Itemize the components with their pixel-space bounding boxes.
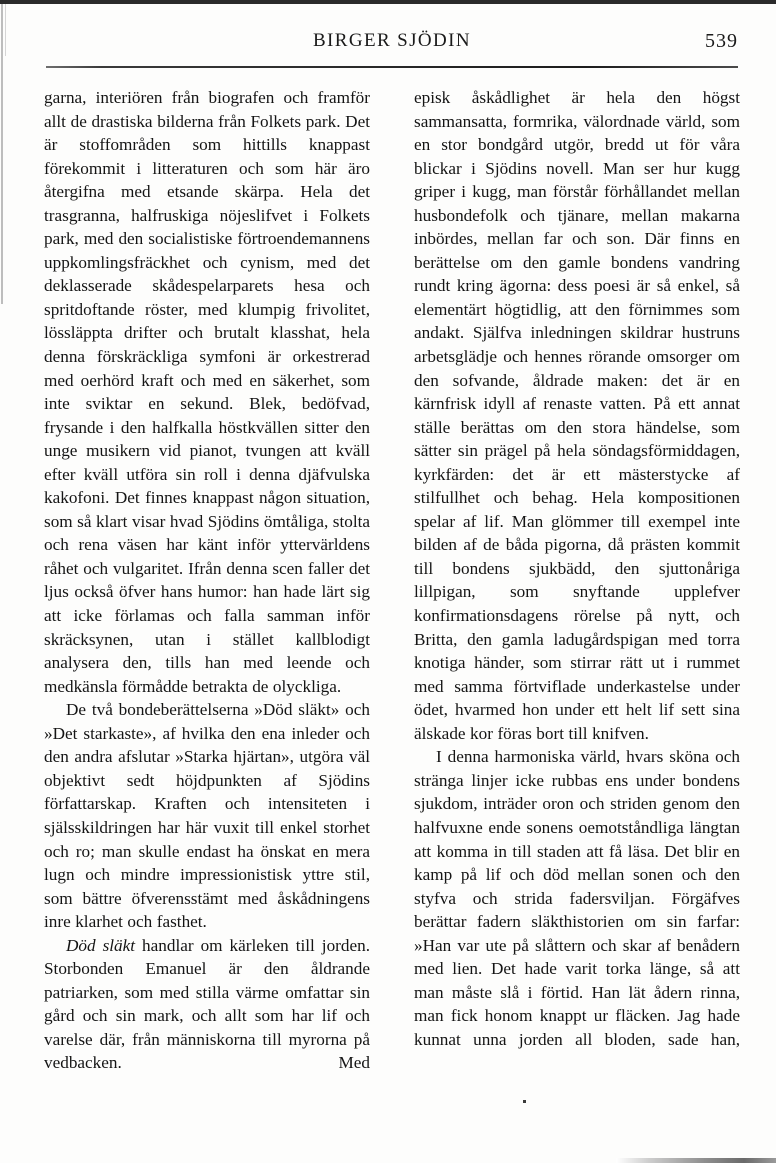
running-head bbox=[46, 30, 738, 64]
scan-edge-artifact-top bbox=[0, 0, 776, 4]
header-rule bbox=[46, 66, 738, 68]
scan-speck-artifact bbox=[523, 1100, 526, 1103]
scan-edge-artifact-left bbox=[1, 4, 3, 304]
paragraph: garna, interiören från biografen och framför allt de drastiska bilderna från Folkets park. Det är stoffområden som hittills knappast förekommit i litteraturen och som här äro återgifna med etsande skärpa. Hela det trasgranna, halfruskiga nöjeslifvet i Folkets park, med den socialistiske förtroendemannens uppkomlingsfräckhet och cynism, med det deklasserade skådespelarparets hesa och spritdoftande röster, med klumpig frivolitet, lössläppta drifter och brutalt klasshat, hela denna förskräckliga symfoni är orkestrerad med oerhörd kraft och med en säkerhet, som inte sviktar en sekund. Blek, bedöfvad, frysande i den halfkalla höstkvällen sitter den unge musikern vid pianot, tvungen att kväll efter kväll utföra sin roll i denna djäfvulska kakofoni. Det finnes knappast någon situation, som så klart visar hvad Sjödins ömtåliga, stolta och rena väsen har känt inför yttervärldens råhet och vulgaritet. Ifrån denna scen faller det ljus också öfver hans humor: han hade lärt sig att icke förlamas och falla samman inför skräcksynen, utan i stället kallblodigt analysera den, tills han med leende och medkänsla förmådde betrakta de olyckliga. bbox=[44, 88, 371, 696]
running-head-title: BIRGER SJÖDIN bbox=[312, 30, 472, 51]
scan-edge-artifact-left-secondary bbox=[5, 4, 6, 56]
page-number: 539 bbox=[705, 30, 738, 52]
italic-story-title: Död släkt bbox=[66, 935, 136, 955]
paragraph: De två bondeberättelserna »Död släkt» och »Det starkaste», af hvilka den ena inleder och den andra afslutar »Starka hjärtan», utgöra väl objektivt sedt höjdpunkten af Sjödins författarskap. Kraften och intensiteten i själsskildringen har här vuxit till enkel storhet och ro; man skulle endast ha önskat en mera lugn och mindre impressionistisk yttre stil, som bättre öfverensstämt med åskådningens inre klarhet och fasthet. bbox=[44, 700, 370, 932]
paragraph: I denna harmoniska värld, hvars sköna och stränga linjer icke rubbas ens under bondens sjukdom, inträder oron och striden genom den halfvuxne ende sonens oemotståndliga längtan att komma in till staden att få läsa. Det blir en kamp på lif och död mellan sonen och den styfva och strida fadersviljan. Förgäfves berättar fadern släkthistorien om sin farfar: »Han var ute på slåttern och skar af benådern med lien. Det hade varit torka länge, så att man måste slå i förtid. Han lät ådern rinna, man fick honom knappt ur fläcken. Jag hade kunnat unna jorden all bloden, sade han, bbox=[414, 747, 740, 1049]
paragraph: episk åskådlighet är hela den högst sammansatta, formrika, välordnade värld, som en stor bondgård utgör, bredd ut för våra blickar i Sjödins novell. Man ser hur kugg griper i kugg, man förstår förhållandet mellan husbondefolk och tjänare, mellan makarna inbördes, mellan far och son. Där finns en berättelse om den gamle bondens vandring rundt kring ägorna: dess poesi är så enkel, så elementärt högtidlig, att den förnimmes som andakt. Själfva inledningen skildrar hustruns arbetsglädje och hennes rörande omsorger om den sofvande, åldrade maken: det är en kärnfrisk idyll af renaste vatten. På ett annat ställe berättas om den stora händelse, som sätter sin prägel på hela söndagsförmiddagen, kyrkfärden: det är ett mästerstycke af stilfullhet och behag. Hela kompositionen spelar af lif. Man glömmer till exempel inte bilden af de båda pigorna, då prästen kommit till bondens sjukbädd, den sjuttonåriga lillpigan, som snyftande upplefver konfirmationsdagens rörelse på nytt, och Britta, den gamla ladugårdspigan med torra knotiga händer, som stirrar rätt ut i rummet med samma förtviflade underkastelse under ödet, hvarmed hon under ett helt lif sett sina älskade kor föras bort till knifven. bbox=[414, 88, 740, 743]
paragraph bbox=[44, 934, 370, 1075]
left-column bbox=[44, 86, 370, 1075]
right-column bbox=[414, 86, 740, 1075]
paragraph-body: handlar om kärleken till jorden. Storbonden Emanuel är den åldrande patriarken, som med stilla värme omfattar sin gård och sin mark, och allt som har lif och varelse där, från människorna till myrorna på vedbacken. Med bbox=[44, 935, 370, 1073]
scan-edge-artifact-bottom-right bbox=[616, 1158, 776, 1163]
text-body bbox=[44, 86, 740, 1075]
